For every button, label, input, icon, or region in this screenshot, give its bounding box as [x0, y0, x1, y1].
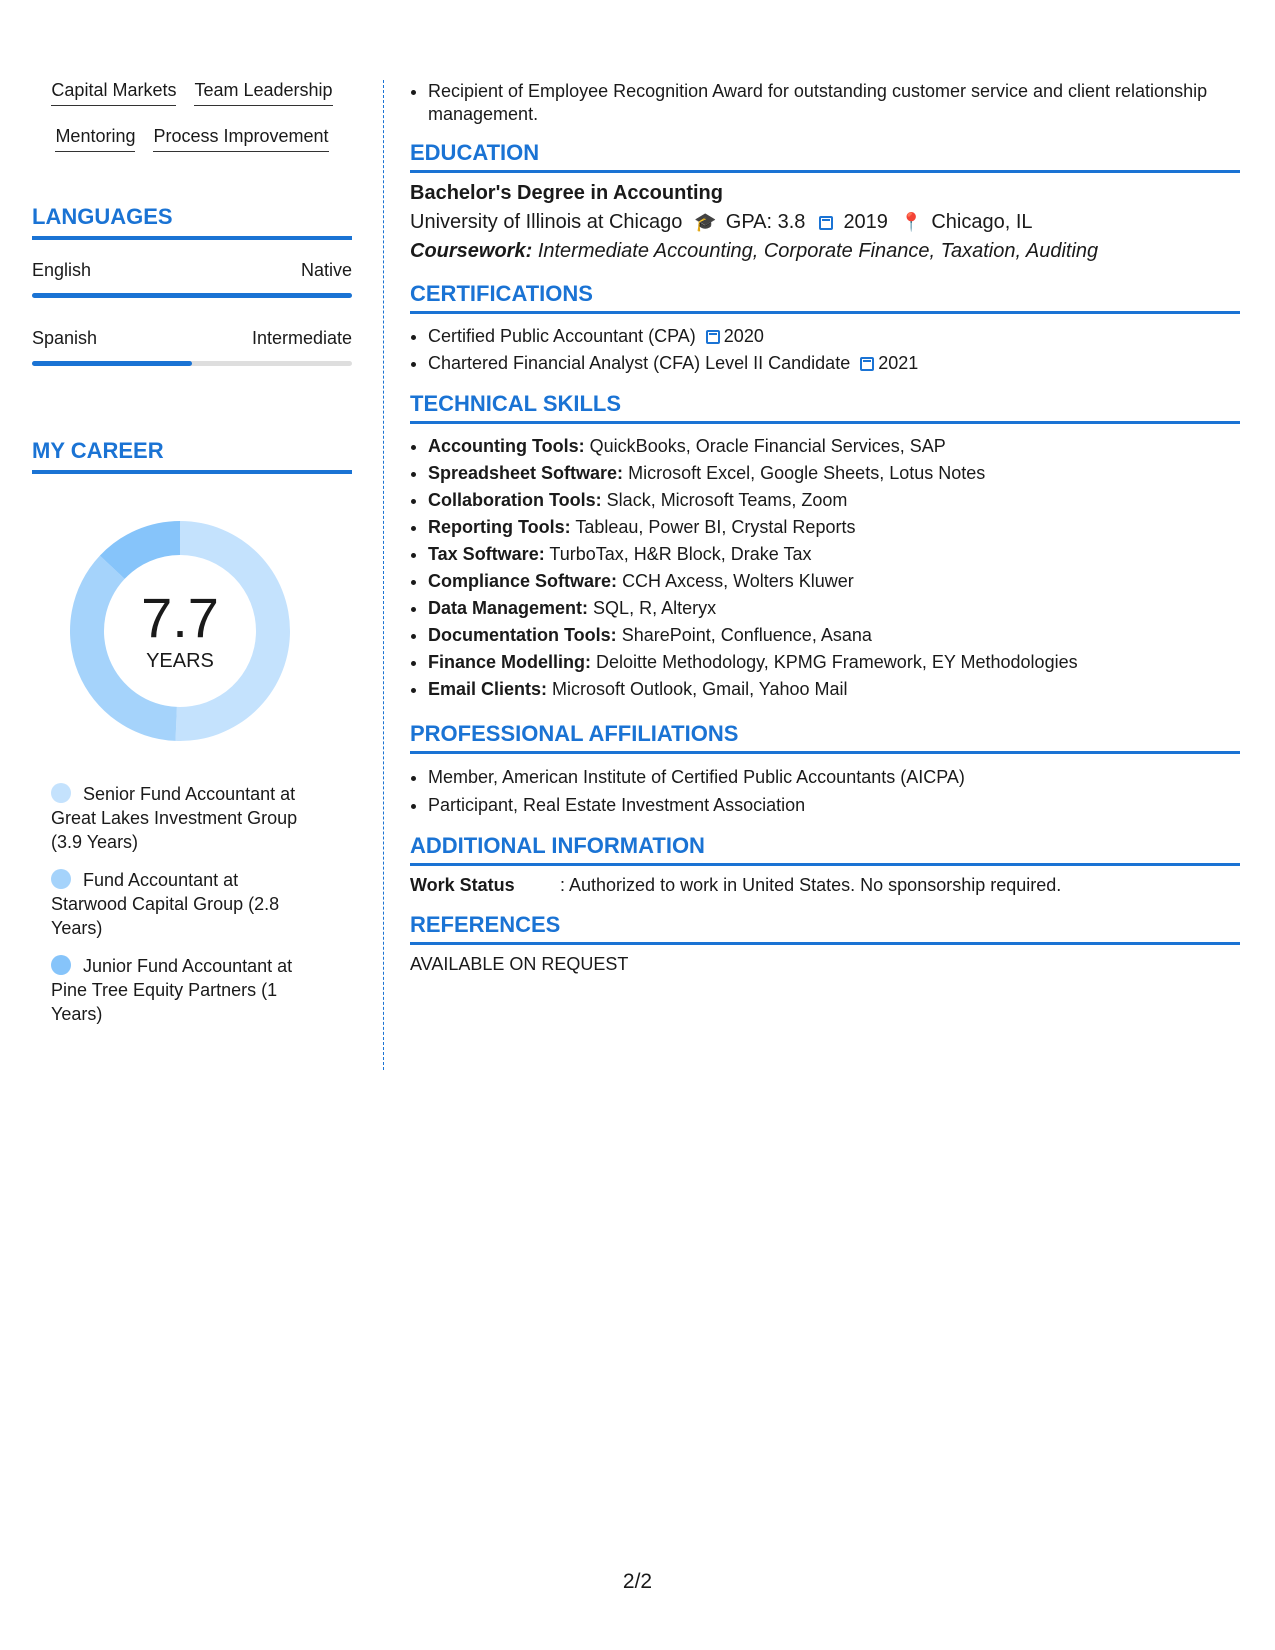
list-item: [428, 487, 1240, 514]
career-item: [51, 868, 311, 940]
calendar-icon: [819, 216, 833, 230]
certification-year: 2020: [723, 326, 764, 346]
skill-label: Tax Software:: [428, 544, 545, 564]
skill-value: QuickBooks, Oracle Financial Services, SAP: [589, 436, 946, 456]
technical-skills-heading: TECHNICAL SKILLS: [410, 391, 1240, 424]
list-item: [428, 541, 1240, 568]
career-text: Fund Accountant at Starwood Capital Group (2.8 Years): [51, 870, 280, 938]
coursework: [410, 240, 1240, 263]
education-heading: EDUCATION: [410, 140, 1240, 173]
skill-tag: Process Improvement: [153, 126, 328, 152]
page-number: 2/2: [622, 1570, 653, 1593]
skill-label: Compliance Software:: [428, 571, 618, 591]
additional-info-heading: ADDITIONAL INFORMATION: [410, 833, 1240, 866]
education-details: [410, 211, 1240, 234]
certification-item: [428, 350, 1240, 377]
skill-value: Microsoft Outlook, Gmail, Yahoo Mail: [552, 679, 848, 699]
skill-label: Finance Modelling:: [428, 652, 592, 672]
calendar-icon: [706, 330, 720, 344]
career-text: Senior Fund Accountant at Great Lakes Investment Group (3.9 Years): [51, 784, 298, 852]
skill-value: CCH Axcess, Wolters Kluwer: [622, 571, 854, 591]
skill-value: TurboTax, H&R Block, Drake Tax: [549, 544, 812, 564]
skill-value: Deloitte Methodology, KPMG Framework, EY Methodologies: [596, 652, 1078, 672]
language-item: [32, 260, 352, 298]
languages-heading: LANGUAGES: [32, 204, 352, 240]
list-item: • Member, American Institute of Certified Public Accountants (AICPA): [428, 763, 1240, 791]
skill-value: SQL, R, Alteryx: [593, 598, 717, 618]
list-item: [428, 460, 1240, 487]
skill-value: SharePoint, Confluence, Asana: [621, 625, 872, 645]
certifications-heading: CERTIFICATIONS: [410, 281, 1240, 314]
skills-row: [32, 126, 352, 152]
language-bar: [32, 293, 352, 298]
references-text: AVAILABLE ON REQUEST: [410, 954, 629, 974]
legend-dot: [51, 955, 71, 975]
column-divider: [383, 80, 384, 1070]
right-column: [410, 80, 1240, 975]
career-unit: YEARS: [146, 649, 214, 672]
language-item: [32, 328, 352, 366]
skill-label: Spreadsheet Software:: [428, 463, 624, 483]
language-level: Native: [300, 260, 352, 280]
list-item: [428, 649, 1240, 676]
location: Chicago, IL: [931, 211, 1033, 233]
skill-label: Collaboration Tools:: [428, 490, 602, 510]
list-item: • Recipient of Employee Recognition Award for outstanding customer service and client relationship management.: [428, 80, 1240, 126]
calendar-icon: [860, 357, 874, 371]
certification-year: 2021: [878, 353, 919, 373]
degree: Bachelor's Degree in Accounting: [410, 182, 723, 204]
coursework-text: Intermediate Accounting, Corporate Finance, Taxation, Auditing: [537, 240, 1099, 262]
gpa: GPA: 3.8: [725, 211, 806, 233]
career-item: [51, 782, 311, 854]
certification-item: [428, 323, 1240, 350]
school: University of Illinois at Chicago: [410, 211, 683, 233]
skill-tag: Capital Markets: [51, 80, 176, 106]
work-status-value: : Authorized to work in United States. No sponsorship required.: [560, 875, 1062, 895]
skill-label: Reporting Tools:: [428, 517, 571, 537]
list-item: [428, 514, 1240, 541]
list-item: • Participant, Real Estate Investment Association: [428, 791, 1240, 819]
list-item: [428, 622, 1240, 649]
career-total: 7.7: [141, 585, 219, 649]
career-item: [51, 954, 311, 1026]
skill-tag: Mentoring: [55, 126, 135, 152]
language-name: Spanish: [32, 328, 98, 348]
skill-value: Microsoft Excel, Google Sheets, Lotus Notes: [628, 463, 986, 483]
career-list: [32, 782, 352, 1026]
certification-name: Chartered Financial Analyst (CFA) Level II Candidate: [428, 353, 851, 373]
skill-label: Data Management:: [428, 598, 589, 618]
coursework-label: Coursework:: [410, 240, 533, 262]
legend-dot: [51, 783, 71, 803]
skill-tag: Team Leadership: [194, 80, 332, 106]
certification-name: Certified Public Accountant (CPA): [428, 326, 696, 346]
affiliations-heading: PROFESSIONAL AFFILIATIONS: [410, 721, 1240, 754]
certifications-list: [410, 323, 1240, 377]
skill-value: Tableau, Power BI, Crystal Reports: [575, 517, 856, 537]
legend-dot: [51, 869, 71, 889]
technical-skills-list: [410, 433, 1240, 703]
career-donut-chart: [67, 518, 293, 744]
skills-row: [32, 80, 352, 106]
list-item: [428, 595, 1240, 622]
graduation-year: 2019: [843, 211, 888, 233]
list-item: [428, 433, 1240, 460]
list-item: [428, 568, 1240, 595]
skill-value: Slack, Microsoft Teams, Zoom: [606, 490, 848, 510]
career-text: Junior Fund Accountant at Pine Tree Equity Partners (1 Years): [51, 956, 293, 1024]
work-status-row: [410, 875, 1240, 896]
list-item: [428, 676, 1240, 703]
affiliations-list: [410, 763, 1240, 819]
language-bar: [32, 361, 352, 366]
references-heading: REFERENCES: [410, 912, 1240, 945]
left-column: [32, 80, 352, 1040]
language-name: English: [32, 260, 92, 280]
career-heading: MY CAREER: [32, 438, 352, 474]
skill-label: Email Clients:: [428, 679, 548, 699]
achievements-list: [410, 80, 1240, 126]
graduation-cap-icon: 🎓: [694, 212, 717, 232]
language-level: Intermediate: [251, 328, 352, 348]
work-status-label: Work Status: [410, 875, 515, 895]
skill-label: Documentation Tools:: [428, 625, 617, 645]
location-pin-icon: 📍: [899, 212, 923, 232]
skill-label: Accounting Tools:: [428, 436, 585, 456]
